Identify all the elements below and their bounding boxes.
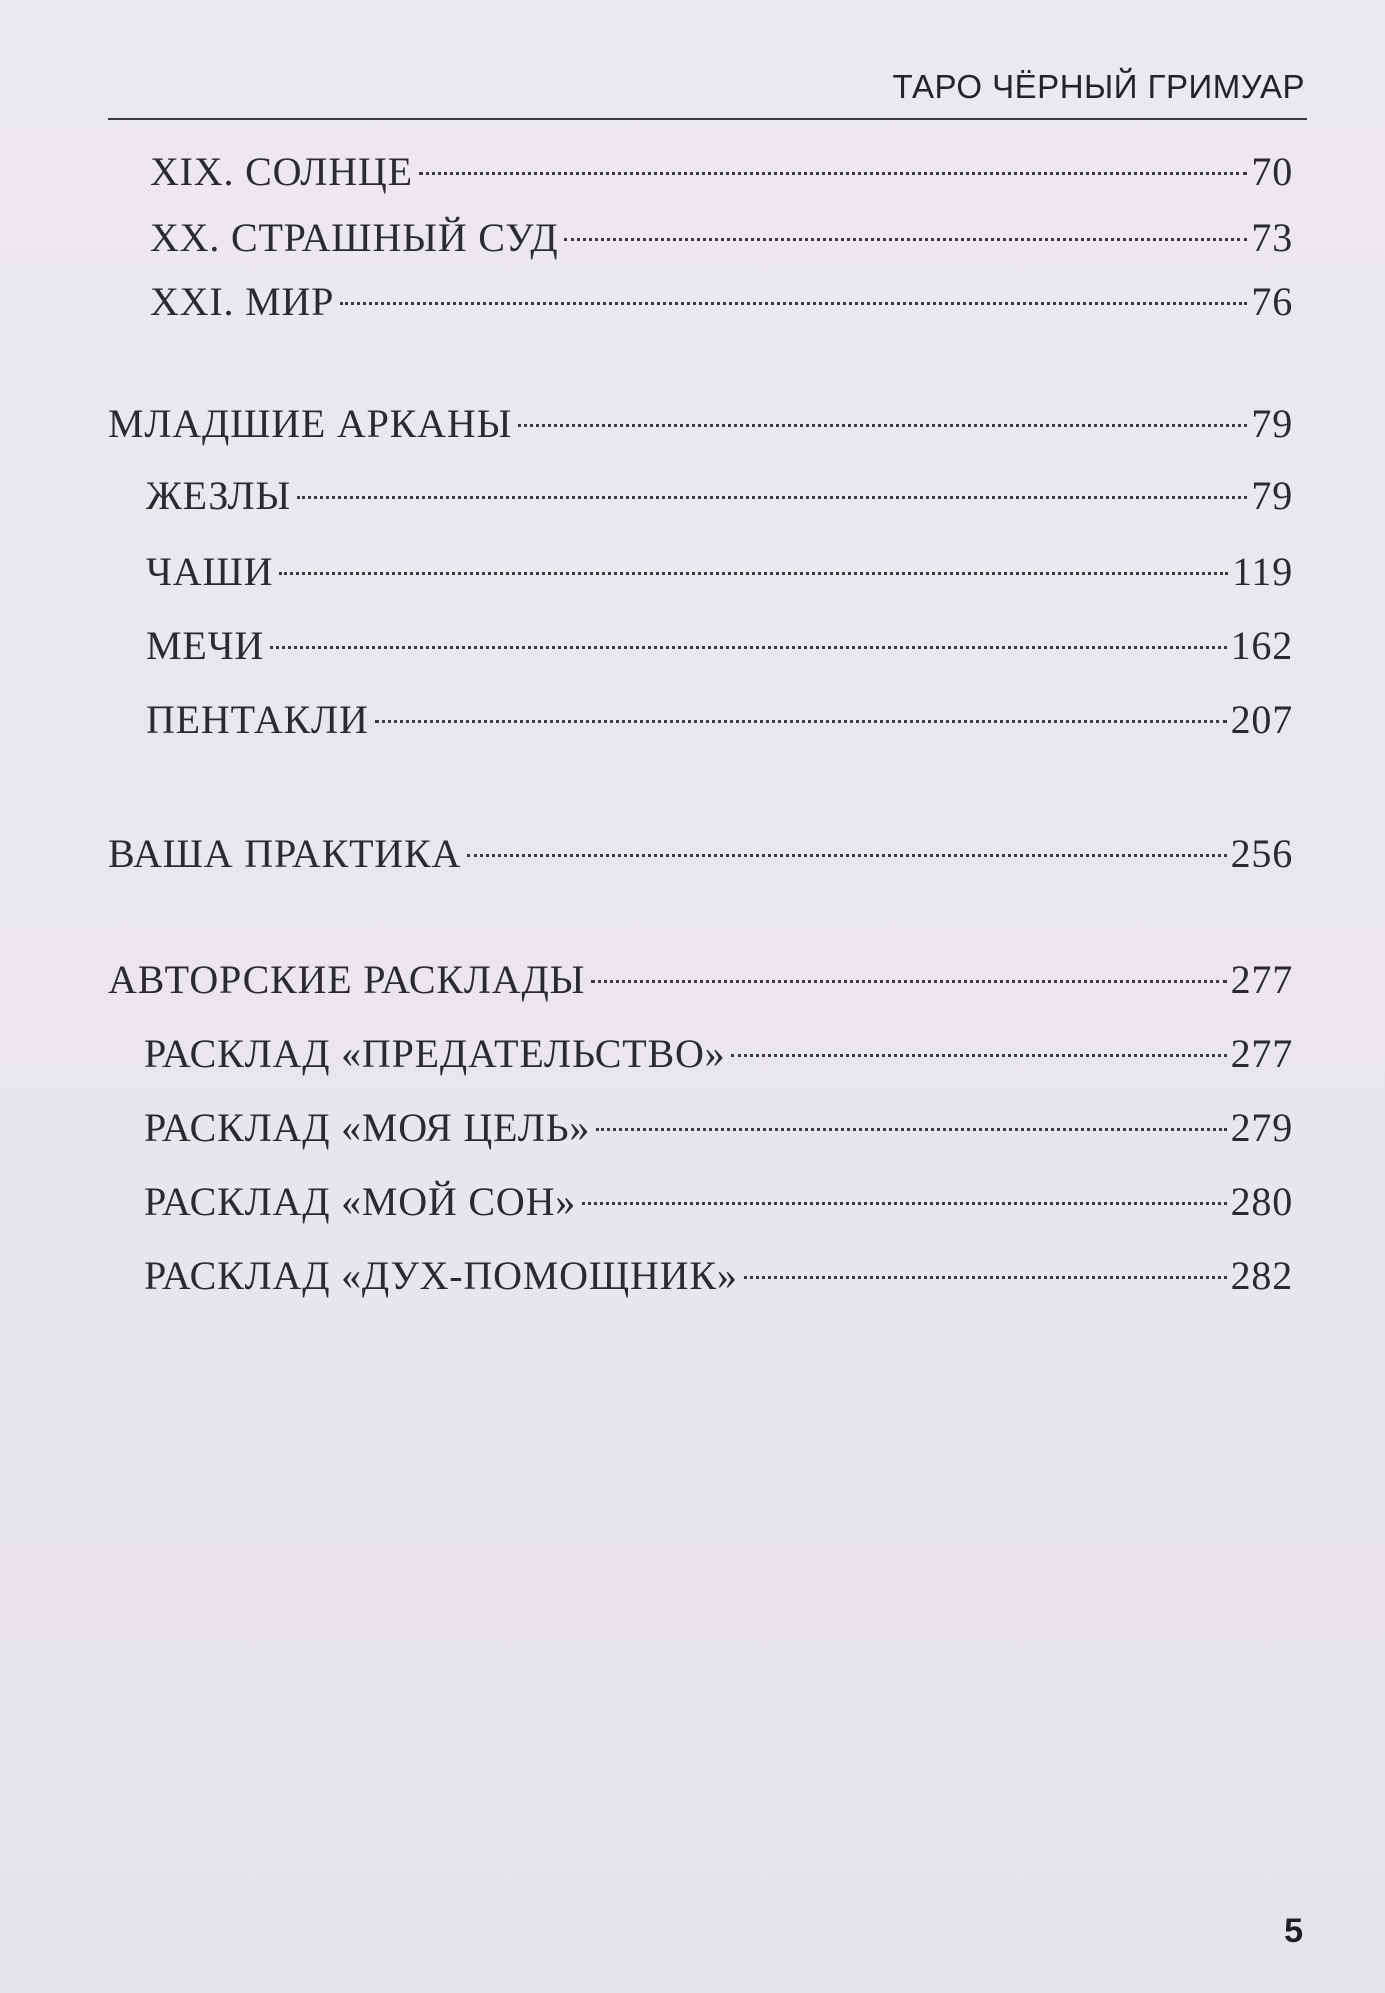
toc-entry-label: XIX. СОЛНЦЕ — [150, 149, 413, 194]
dot-leader — [375, 720, 1227, 723]
toc-entry-label: ЧАШИ — [146, 549, 274, 594]
toc-entry-page: 277 — [1230, 1031, 1293, 1076]
toc-entry-page: 282 — [1230, 1253, 1293, 1298]
toc-entry-page: 70 — [1251, 149, 1293, 194]
toc-section-avtorskie-raskla — [108, 952, 1293, 1008]
running-head: ТАРО ЧЁРНЫЙ ГРИМУАР — [892, 68, 1305, 105]
dot-leader — [744, 1276, 1227, 1279]
dot-leader — [591, 980, 1226, 983]
toc-entry-label: МЕЧИ — [146, 623, 265, 668]
toc-entry-label: XX. СТРАШНЫЙ СУД — [150, 215, 559, 260]
toc-entry-moy-son — [144, 1174, 1293, 1230]
toc-entry-label: РАСКЛАД «МОЯ ЦЕЛЬ» — [144, 1105, 591, 1150]
toc-entry-pentakli — [146, 692, 1293, 748]
dot-leader — [340, 302, 1247, 305]
toc-entry-page: 73 — [1251, 215, 1293, 260]
toc-entry-label: АВТОРСКИЕ РАСКЛАДЫ — [108, 957, 586, 1002]
toc-entry-page: 256 — [1230, 831, 1293, 876]
dot-leader — [297, 496, 1247, 499]
toc-entry-label: ПЕНТАКЛИ — [146, 697, 369, 742]
toc-entry-page: 162 — [1230, 623, 1293, 668]
toc-entry-page: 76 — [1251, 279, 1293, 324]
toc-section-mladshie-arkany — [108, 396, 1293, 452]
toc-entry-page: 280 — [1230, 1179, 1293, 1224]
dot-leader — [518, 424, 1247, 427]
toc-section-vasha-praktika — [108, 826, 1293, 882]
toc-entry-moya-tsel — [144, 1100, 1293, 1156]
toc-entry-page: 279 — [1230, 1105, 1293, 1150]
toc-entry-label: XXI. МИР — [150, 279, 335, 324]
toc-entry-page: 79 — [1251, 473, 1293, 518]
toc-entry-mir — [150, 274, 1293, 330]
toc-entry-zhezly — [146, 468, 1293, 524]
dot-leader — [582, 1202, 1227, 1205]
dot-leader — [419, 172, 1248, 175]
toc-entry-label: РАСКЛАД «МОЙ СОН» — [144, 1179, 577, 1224]
toc-entry-label: ЖЕЗЛЫ — [146, 473, 292, 518]
toc-entry-label: РАСКЛАД «ПРЕДАТЕЛЬСТВО» — [144, 1031, 726, 1076]
toc-entry-solntse — [150, 144, 1293, 200]
toc-entry-predatelstvo — [144, 1026, 1293, 1082]
dot-leader — [564, 238, 1247, 241]
dot-leader — [596, 1128, 1226, 1131]
toc-entry-page: 207 — [1230, 697, 1293, 742]
toc-entry-dukh-pomoshchnik — [144, 1248, 1293, 1304]
toc-entry-label: РАСКЛАД «ДУХ-ПОМОЩНИК» — [144, 1253, 738, 1298]
dot-leader — [467, 854, 1226, 857]
toc-entry-label: ВАША ПРАКТИКА — [108, 831, 462, 876]
toc-entry-page: 119 — [1232, 549, 1293, 594]
toc-entry-mechi — [146, 618, 1293, 674]
toc-entry-chashi — [146, 544, 1293, 600]
dot-leader — [270, 646, 1227, 649]
dot-leader — [731, 1054, 1226, 1057]
page-number: 5 — [1284, 1912, 1303, 1950]
toc-entry-page: 277 — [1230, 957, 1293, 1002]
toc-entry-label: МЛАДШИЕ АРКАНЫ — [108, 401, 513, 446]
dot-leader — [279, 572, 1228, 575]
toc-entry-strashny-sud — [150, 210, 1293, 266]
toc-entry-page: 79 — [1251, 401, 1293, 446]
